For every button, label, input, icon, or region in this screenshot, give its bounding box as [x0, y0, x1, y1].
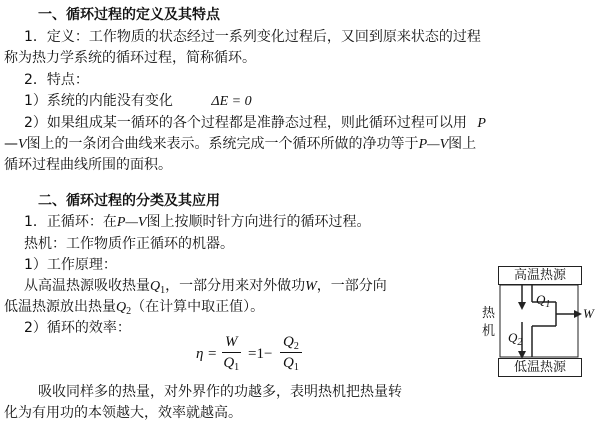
principle-text-b1: 低温热源放出热量: [4, 299, 116, 315]
principle-text-a1: 从高温热源吸收热量: [24, 278, 150, 294]
eta-symbol: η: [196, 346, 204, 362]
forward-pv-symbol: P—V: [116, 215, 147, 230]
heat-engine-diagram: [478, 262, 600, 378]
principle-line-2: [4, 298, 264, 317]
diagram-q2-label: $Q_2$: [508, 330, 523, 348]
definition-line-1: [24, 28, 481, 46]
feature-2-line-2: [4, 135, 476, 154]
q1-arrow-icon: [518, 302, 526, 310]
feature-2-text-b-end: 图上: [448, 136, 477, 152]
w-symbol: W: [305, 279, 317, 294]
conclusion-line-2: 化为有用功的本领越大，效率就越高。: [4, 405, 242, 421]
fraction-q2-over-q1: [280, 333, 302, 372]
fraction-numerator-w: W: [222, 333, 241, 353]
q2-symbol: Q: [116, 300, 127, 315]
engine-label-char-1: 热: [482, 306, 496, 321]
feature-2-line-1: [24, 114, 486, 133]
diagram-q1-label: $Q_1$: [536, 292, 551, 310]
definition-line-2: 称为热力学系统的循环过程，简称循环。: [4, 50, 256, 66]
p-symbol: P: [477, 116, 486, 131]
forward-cycle-line: [24, 213, 370, 232]
diagram-w-label: W: [583, 306, 594, 321]
principle-text-a2: ，一部分用来对外做功: [165, 278, 306, 294]
fraction-denominator-q1: $Q_1$: [223, 355, 240, 373]
pv-symbol: P—V: [418, 137, 449, 152]
equals-one-minus: =1−: [248, 346, 273, 362]
q2-subscript: 2: [126, 306, 132, 317]
principle-label: 1）工作原理：: [24, 257, 117, 273]
dash-symbol: —: [4, 136, 18, 152]
section1-heading: 一、循环过程的定义及其特点: [38, 7, 220, 23]
fraction-w-over-q1: [222, 333, 241, 372]
efficiency-label: 2）循环的效率：: [24, 320, 131, 336]
feature-1-line: [24, 92, 252, 111]
delta-e-formula: ΔE = 0: [211, 94, 252, 109]
feature-2-line-3: 循环过程曲线所围的面积。: [4, 157, 172, 173]
fraction-numerator-q2: $Q_2$: [280, 333, 302, 353]
cold-reservoir-box: 低温热源: [498, 358, 582, 377]
principle-text-a3: ，一部分向: [316, 278, 387, 294]
hot-reservoir-box: 高温热源: [498, 266, 582, 285]
forward-prefix: 1．正循环：在: [24, 214, 117, 230]
section2-heading: 二、循环过程的分类及其应用: [38, 193, 220, 209]
feature-1-text: 1）系统的内能没有变化: [24, 93, 173, 109]
forward-suffix: 图上按顺时针方向进行的循环过程。: [146, 214, 371, 230]
heat-engine-definition: 热机：工作物质作正循环的机器。: [24, 236, 234, 252]
fraction-denominator-q1b: $Q_1$: [283, 355, 299, 373]
conclusion-line-1: 吸收同样多的热量，对外界作的功越多，表明热机把热量转: [38, 384, 402, 400]
definition-prefix: 1．定义：: [24, 29, 89, 45]
principle-text-b2: （在计算中取正值）。: [131, 299, 265, 315]
q1-symbol: Q: [150, 279, 161, 294]
q1-subscript: 1: [160, 285, 166, 296]
v-symbol: V: [18, 137, 27, 152]
feature-2-text-b: 图上的一条闭合曲线来表示。系统完成一个循环所做的净功等于: [26, 136, 419, 152]
principle-line-1: [24, 277, 387, 296]
equals-sign: =: [208, 346, 217, 362]
definition-text-a: 工作物质的状态经过一系列变化过程后，又回到原来状态的过程: [88, 29, 481, 45]
features-label: 2．特点：: [24, 72, 89, 88]
feature-2-text-a: 2）如果组成某一循环的各个过程都是准静态过程，则此循环过程可以用: [24, 115, 467, 131]
engine-label-char-2: 机: [482, 324, 496, 339]
